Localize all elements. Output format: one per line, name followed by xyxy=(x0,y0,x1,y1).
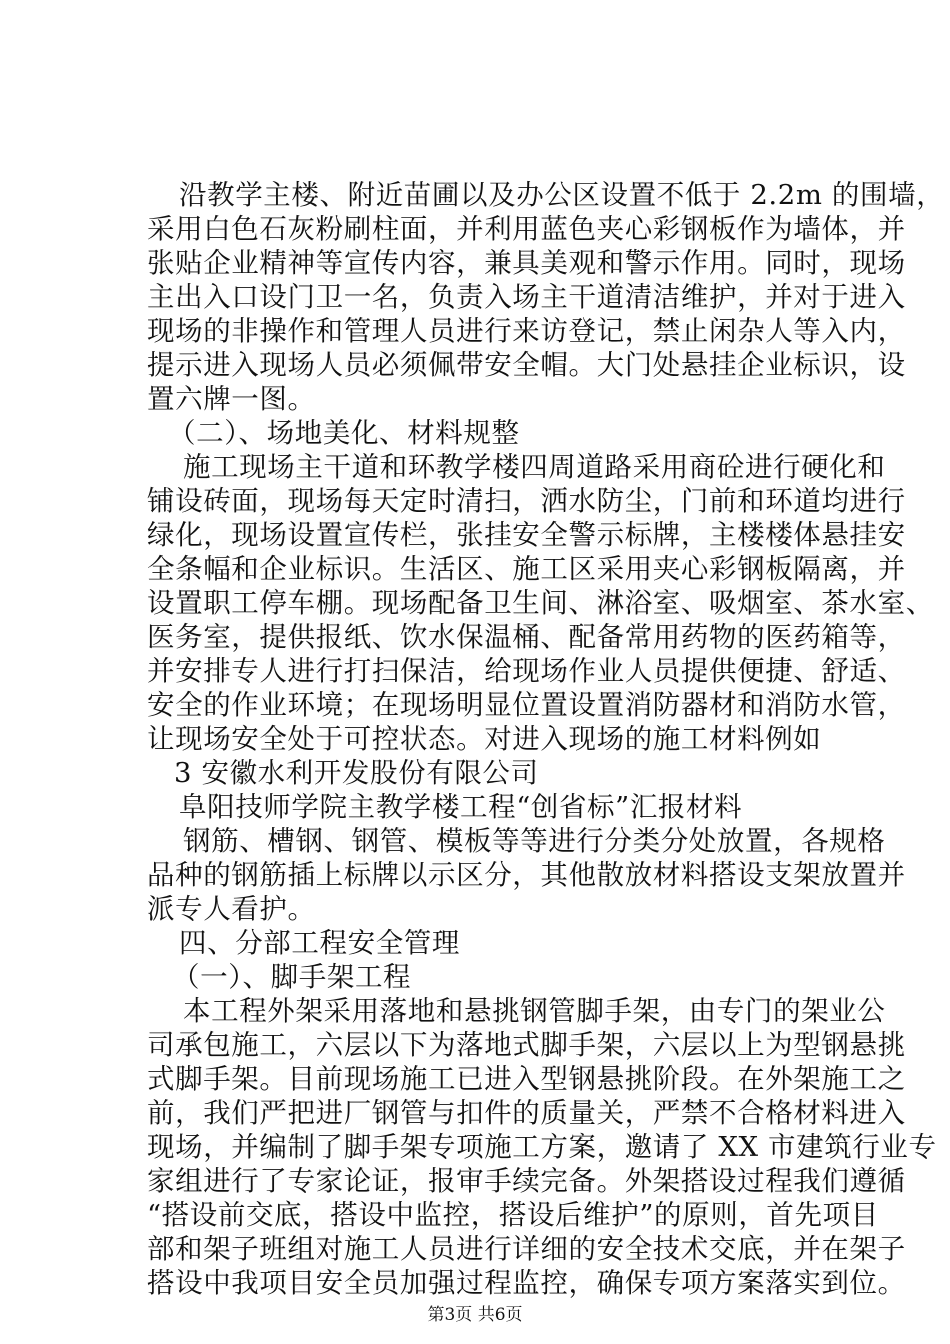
body-text-line: 家组进行了专家论证，报审手续完备。外架搭设过程我们遵循 xyxy=(147,1165,906,1197)
body-text-line: 现场的非操作和管理人员进行来访登记，禁止闲杂人等入内， xyxy=(147,315,906,347)
section-heading: （二）、场地美化、材料规整 xyxy=(168,417,520,449)
body-text-line: 前，我们严把进厂钢管与扣件的质量关，严禁不合格材料进入 xyxy=(147,1097,906,1129)
company-name-line: 3 安徽水利开发股份有限公司 xyxy=(174,757,539,789)
body-text-line: 派专人看护。 xyxy=(147,893,316,925)
body-text-line: 主出入口设门卫一名，负责入场主干道清洁维护，并对于进入 xyxy=(147,281,906,313)
body-text-line: 沿教学主楼、附近苗圃以及办公区设置不低于 2.2m 的围墙， xyxy=(179,179,945,211)
body-text-line: 安全的作业环境；在现场明显位置设置消防器材和消防水管， xyxy=(147,689,906,721)
body-text-line: 置六牌一图。 xyxy=(147,383,316,415)
page-number-footer: 第3页 共6页 xyxy=(427,1305,523,1325)
body-text-line: 品种的钢筋插上标牌以示区分，其他散放材料搭设支架放置并 xyxy=(147,859,906,891)
body-text-line: 司承包施工，六层以下为落地式脚手架，六层以上为型钢悬挑 xyxy=(147,1029,906,1061)
body-text-line: 张贴企业精神等宣传内容，兼具美观和警示作用。同时，现场 xyxy=(147,247,906,279)
section-heading: 四、分部工程安全管理 xyxy=(179,927,460,959)
body-text-line: 本工程外架采用落地和悬挑钢管脚手架，由专门的架业公 xyxy=(183,995,886,1027)
body-text-line: “搭设前交底，搭设中监控，搭设后维护”的原则，首先项目 xyxy=(147,1199,879,1231)
subsection-heading: （一）、脚手架工程 xyxy=(172,961,412,993)
body-text-line: 部和架子班组对施工人员进行详细的安全技术交底，并在架子 xyxy=(147,1233,906,1265)
body-text-line: 施工现场主干道和环教学楼四周道路采用商砼进行硬化和 xyxy=(183,451,886,483)
body-text-line: 采用白色石灰粉刷柱面，并利用蓝色夹心彩钢板作为墙体，并 xyxy=(147,213,906,245)
body-text-line: 式脚手架。目前现场施工已进入型钢悬挑阶段。在外架施工之 xyxy=(147,1063,906,1095)
body-text-line: 搭设中我项目安全员加强过程监控，确保专项方案落实到位。 xyxy=(147,1267,906,1299)
body-text-line: 钢筋、槽钢、钢管、模板等等进行分类分处放置，各规格 xyxy=(183,825,886,857)
body-text-line: 让现场安全处于可控状态。对进入现场的施工材料例如 xyxy=(147,723,822,755)
body-text-line: 现场，并编制了脚手架专项施工方案，邀请了 XX 市建筑行业专 xyxy=(147,1131,937,1163)
body-text-line: 绿化，现场设置宣传栏，张挂安全警示标牌，主楼楼体悬挂安 xyxy=(147,519,906,551)
body-text-line: 设置职工停车棚。现场配备卫生间、淋浴室、吸烟室、茶水室、 xyxy=(147,587,934,619)
body-text-line: 医务室，提供报纸、饮水保温桶、配备常用药物的医药箱等， xyxy=(147,621,906,653)
body-text-line: 全条幅和企业标识。生活区、施工区采用夹心彩钢板隔离，并 xyxy=(147,553,906,585)
body-text-line: 铺设砖面，现场每天定时清扫，洒水防尘，门前和环道均进行 xyxy=(147,485,906,517)
body-text-line: 提示进入现场人员必须佩带安全帽。大门处悬挂企业标识，设 xyxy=(147,349,906,381)
body-text-line: 并安排专人进行打扫保洁，给现场作业人员提供便捷、舒适、 xyxy=(147,655,906,687)
report-title-line: 阜阳技师学院主教学楼工程“创省标”汇报材料 xyxy=(179,791,743,823)
